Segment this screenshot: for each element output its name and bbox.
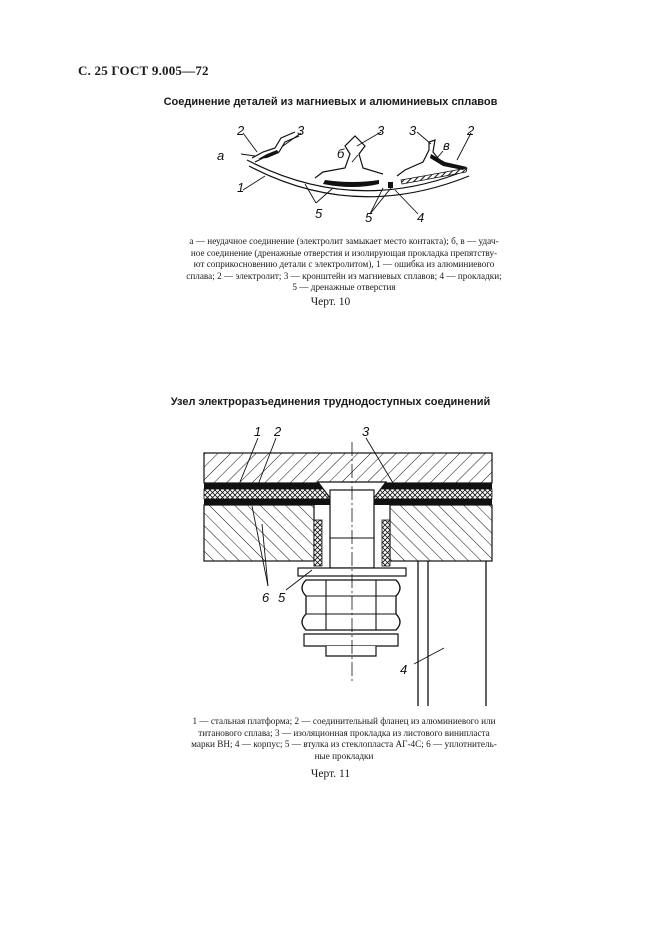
fig10-label-2-left: 2 — [237, 123, 245, 138]
fig10-label-a: а — [217, 148, 225, 163]
page-header: С. 25 ГОСТ 9.005—72 — [78, 63, 209, 78]
figure-11-drawing — [200, 420, 495, 710]
fig10-label-b: б — [337, 146, 345, 161]
fig10-label-5-left: 5 — [315, 206, 323, 221]
caption-line: ют соприкосновению детали с электролитом), 1 — ошибка из алюминиевого — [193, 259, 495, 270]
fig10-label-4: 4 — [417, 210, 425, 225]
fig10-label-3-mid: 3 — [377, 123, 385, 138]
fig11-label-5: 5 — [278, 590, 286, 605]
caption-line: марки ВН; 4 — корпус; 5 — втулка из стеклопласта АГ-4С; 6 — уплотнитель- — [191, 739, 497, 750]
fig10-label-2-right: 2 — [467, 123, 475, 138]
fig10-label-3-right: 3 — [409, 123, 417, 138]
figure-11-caption — [170, 716, 518, 762]
caption-line: а — неудачное соединение (электролит замыкает место контакта); б, в — удач- — [189, 236, 499, 246]
caption-line: 5 — дренажные отверстия — [292, 282, 396, 293]
caption-line: сплава; 2 — электролит; 3 — кронштейн из магниевых сплавов; 4 — прокладки; — [186, 270, 502, 281]
fig11-label-6: 6 — [262, 590, 270, 605]
caption-line: титанового сплава; 3 — изоляционная прокладка из листового винипласта — [198, 727, 490, 738]
caption-line: ное соединение (дренажные отверстия и изолирующая прокладка препятству- — [190, 247, 498, 258]
figure-11-number: Черт. 11 — [310, 768, 351, 780]
fig11-label-2: 2 — [274, 424, 282, 439]
fig11-label-3: 3 — [362, 424, 370, 439]
fig10-label-1: 1 — [237, 180, 245, 195]
fig10-label-5-right: 5 — [365, 210, 373, 225]
figure-11-title: Узел электроразъединения труднодоступных соединений — [170, 396, 491, 408]
figure-10-title: Соединение деталей из магниевых и алюминиевых сплавов — [163, 96, 498, 108]
fig10-label-v: в — [443, 138, 450, 153]
fig10-label-3-left: 3 — [297, 123, 305, 138]
caption-line: ные прокладки — [314, 750, 374, 761]
figure-10-drawing — [205, 118, 495, 230]
fig11-label-4: 4 — [400, 662, 408, 677]
caption-line: 1 — стальная платформа; 2 — соединительный фланец из алюминиевого или — [192, 716, 496, 726]
fig11-label-1: 1 — [254, 424, 262, 439]
figure-10-number: Черт. 10 — [310, 296, 351, 308]
figure-10-caption — [170, 236, 518, 294]
